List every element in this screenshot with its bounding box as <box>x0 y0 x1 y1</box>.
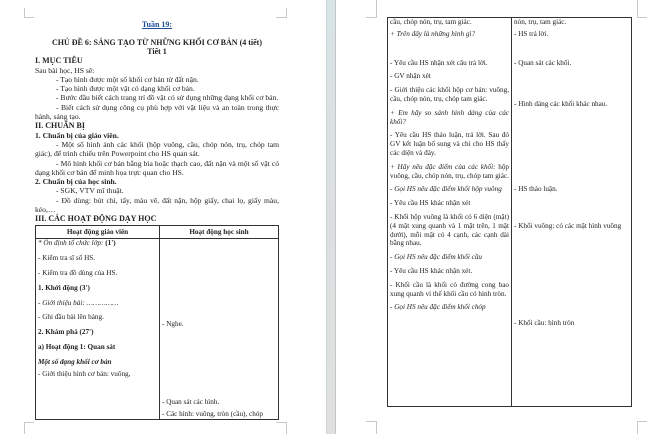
header-teacher-activity: Hoạt động giáo viên <box>36 225 160 239</box>
crop-mark <box>637 17 647 18</box>
teacher-question-text: hộp vuông, cầu, chóp nón, trụ, chóp tam giác. <box>390 162 510 180</box>
activities-table <box>35 225 279 420</box>
teacher-step: - Giới thiệu hình cơ bản: vuông, <box>38 369 131 378</box>
crop-mark <box>286 422 287 434</box>
student-step: - Các hình: vuông, tròn (cầu), chóp <box>162 410 263 419</box>
page-1-content <box>35 20 279 420</box>
table-row <box>388 18 632 407</box>
student-prep-heading: 2. Chuẩn bị của học sinh. <box>35 177 117 187</box>
header-student-activity: Hoạt động học sinh <box>160 225 279 239</box>
teacher-step: - Gọi HS nêu đặc điểm khối chóp <box>390 303 486 312</box>
objective-item: - Tạo hình được một vật có dạng khối cơ bản. <box>56 84 195 94</box>
lesson-title: Tiết 1 <box>147 47 167 57</box>
student-prep-item: - Đồ dùng: bút chì, tẩy, màu vẽ, đất nặn, hộp giấy, chai lọ, giấy màu, kéo,… <box>35 195 279 215</box>
crop-mark <box>637 0 638 17</box>
crop-mark <box>376 0 377 17</box>
crop-mark <box>24 17 34 18</box>
student-step: - HS thảo luận. <box>514 185 558 194</box>
teacher-question-label: + Hãy nêu đặc điểm của các khối: <box>390 162 496 171</box>
objectives-intro: Sau bài học, HS sẽ: <box>35 65 95 75</box>
student-step: - Quan sát các hình. <box>162 398 220 407</box>
section-preparation-heading: II. CHUẨN BỊ <box>35 121 86 131</box>
objective-item: - Biết cách sử dụng công cụ phù hợp với vật liệu và an toàn trong thực hành, sáng tạo. <box>35 102 279 122</box>
student-step: - Khối vuông: có các mặt hình vuông <box>514 221 622 230</box>
crop-mark <box>276 422 286 423</box>
student-step: - HS trả lời. <box>514 29 549 38</box>
teacher-step: - Khối cầu là khối có đường cong bao xung quanh vì thế khối cầu có hình tròn. <box>390 280 509 298</box>
class-setup-label: * Ổn định tổ chức lớp: <box>38 239 104 248</box>
teacher-step: - Giới thiệu bài: …………… <box>38 298 119 307</box>
student-step: nón, trụ, tam giác. <box>514 18 567 26</box>
teacher-step: - Yêu cầu HS thảo luận, trả lời. Sau đó GV kết luận bổ sung và chỉ cho HS thấy các diện và đáy. <box>390 131 509 157</box>
crop-mark <box>637 421 638 434</box>
teacher-question: + Trên đây là những hình gì? <box>390 29 476 38</box>
crop-mark <box>276 17 286 18</box>
teacher-step: - Khối hộp vuông là khối có 6 diện (mặt) (4 mặt xung quanh và 1 mặt trên, 1 mặt dưới), mỗi mặt có 4 cạnh, các cạnh dài bằng nhau. <box>390 212 509 248</box>
teacher-prep-item: - Mô hình khối cơ bản bằng bìa hoặc thạch cao, đất nặn và một số vật có dạng khối cơ bản để minh họa trực quan cho HS. <box>35 158 279 177</box>
class-setup-time: (1') <box>103 239 116 248</box>
table-row <box>36 239 279 419</box>
student-step: - Nghe. <box>162 320 184 329</box>
teacher-step: - Gọi HS nêu đặc điểm khối hộp vuông <box>390 185 502 194</box>
section-objectives-heading: I. MỤC TIÊU <box>35 56 83 66</box>
explore-heading: 2. Khám phá (27') <box>38 328 94 337</box>
basic-shapes-subheading: Một số dạng khối cơ bản <box>38 357 112 366</box>
student-step: - Quan sát các khối. <box>514 58 572 67</box>
teacher-step: - Yêu cầu HS khác nhận xét <box>390 199 471 208</box>
teacher-activity-cell <box>388 18 512 407</box>
crop-mark <box>24 422 25 434</box>
activity-1-heading: a) Hoạt động 1: Quan sát <box>38 343 116 352</box>
teacher-question: + Em hãy so sánh hình dáng của các khối? <box>390 108 509 126</box>
teacher-step: - Gọi HS nêu đặc điểm khối cầu <box>390 253 483 262</box>
teacher-activity-cell <box>36 239 160 419</box>
teacher-step: - Ghi đầu bài lên bảng. <box>38 313 104 322</box>
teacher-step: - Kiểm tra sĩ số HS. <box>38 254 96 263</box>
section-activities-heading: III. CÁC HOẠT ĐỘNG DẠY HỌC <box>35 214 157 224</box>
student-prep-item: - SGK, VTV mĩ thuật. <box>56 186 124 196</box>
objective-item: - Bước đầu biết cách trang trí đồ vật có sử dụng những dạng khối cơ bản. <box>56 93 279 103</box>
crop-mark <box>286 8 287 18</box>
teacher-step: - Giới thiệu các khối hộp cơ bản: vuông, cầu, chóp nón, trụ, chóp tam giác. <box>390 86 509 103</box>
student-step: - Hình dáng các khối khác nhau. <box>514 100 608 109</box>
warmup-heading: 1. Khởi động (3') <box>38 283 90 292</box>
teacher-step: cầu, chóp nón, trụ, tam giác. <box>390 18 472 26</box>
crop-mark <box>637 421 647 422</box>
teacher-step: - Yêu cầu HS nhận xét câu trả lời. <box>390 58 488 67</box>
activities-table-continued <box>387 17 632 407</box>
page-separator <box>326 0 336 434</box>
document-page-2 <box>336 0 650 434</box>
teacher-prep-heading: 1. Chuẩn bị của giáo viên. <box>35 130 119 140</box>
crop-mark <box>24 422 34 423</box>
week-title: Tuần 19: <box>141 20 173 29</box>
teacher-step: - Yêu cầu HS khác nhận xét. <box>390 266 473 275</box>
crop-mark <box>376 421 377 434</box>
teacher-prep-item: - Một số hình ảnh các khối (hộp vuông, cầu, chóp nón, trụ, chóp tam giác), để trình chiếu trên Powerpoint cho HS quan sát. <box>35 139 279 159</box>
crop-mark <box>366 17 377 18</box>
teacher-step: - Kiểm tra đồ dùng của HS. <box>38 269 118 278</box>
student-activity-cell <box>512 18 632 407</box>
student-step: - Khối cầu: hình tròn <box>514 318 575 327</box>
topic-title: CHỦ ĐỀ 6: SÁNG TẠO TỪ NHỮNG KHỐI CƠ BẢN (4 tiết) <box>52 38 262 48</box>
student-activity-cell <box>160 239 279 419</box>
crop-mark <box>366 421 377 422</box>
teacher-question <box>390 163 509 181</box>
table-header-row <box>36 225 279 239</box>
objective-item: - Tạo hình được một số khối cơ bản từ đất nặn. <box>56 74 199 84</box>
teacher-step: - GV nhận xét <box>390 72 431 81</box>
